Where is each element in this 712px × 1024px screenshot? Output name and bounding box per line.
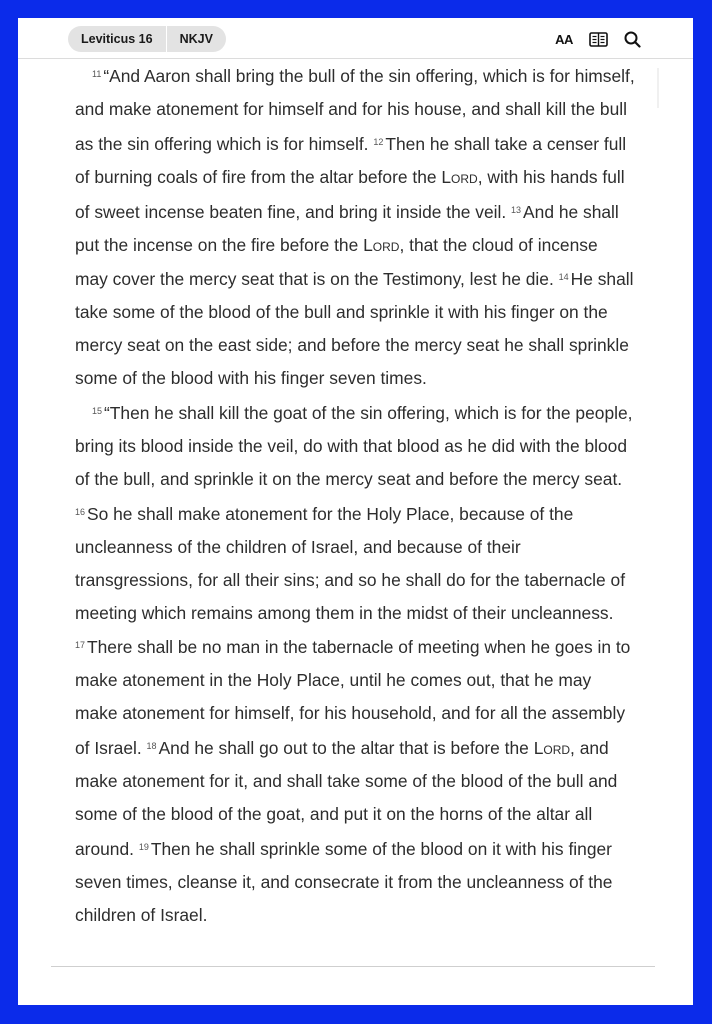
verse-text[interactable]: “And Aaron shall bring the bull of the sin offering, which is for himself, and make atonement for himself and for his house, and shall kill the bull as the sin offering which is for himself. [75,66,635,154]
verse-text[interactable]: There shall be no man in the tabernacle of meeting when he goes in to make atonement in the Holy Place, until he comes out, that he may make atonement for himself, for his household, and for all the assembly of Israel. [75,637,631,759]
verse-text[interactable]: He shall take some of the blood of the bull and sprinkle it with his finger on the mercy seat on the east side; and before the mercy seat he shall sprinkle some of the blood with his finger seven times. [75,269,634,389]
search-icon[interactable] [621,29,643,49]
bible-reader-page [18,18,693,1005]
verse-number[interactable]: 11 [92,69,102,79]
search-glyph [624,31,641,48]
text-size-label: AA [555,31,573,47]
paragraph [75,58,635,395]
scripture-text [75,58,635,932]
paragraph [75,395,635,932]
text-size-icon[interactable] [553,29,575,49]
reading-mode-glyph [589,32,608,47]
verse-number[interactable]: 17 [75,640,86,651]
passage-selector [68,26,226,52]
verse-number[interactable]: 15 [92,406,103,417]
top-toolbar [18,18,693,59]
verse-number[interactable]: 12 [373,136,384,147]
verse-number[interactable]: 16 [75,506,86,517]
verse-text[interactable]: Then he shall take a censer full of burning coals of fire from the altar before the Lord, with his hands full of sweet incense beaten fine, and bring it inside the veil. [75,133,627,222]
verse-number[interactable]: 14 [558,272,569,283]
book-chapter-button[interactable]: Leviticus 16 [81,32,153,46]
bottom-divider [51,966,655,967]
verse-number[interactable]: 13 [511,204,522,215]
verse-text[interactable]: And he shall put the incense on the fire before the Lord, that the cloud of incense may cover the mercy seat that is on the Testimony, lest he die. [75,201,619,290]
verse-text[interactable]: “Then he shall kill the goat of the sin offering, which is for the people, bring its blood inside the veil, do with that blood as he did with the blood of the bull, and sprinkle it on the mercy seat and before the mercy seat. [75,403,633,489]
reading-mode-icon[interactable] [587,29,609,49]
version-button[interactable]: NKJV [179,32,213,46]
toolbar-actions [553,29,643,49]
verse-text[interactable]: And he shall go out to the altar that is before the Lord, and make atonement for it, and shall take some of the blood of the bull and some of the blood of the goat, and put it on the horns of the altar all around. [75,738,618,859]
verse-number[interactable]: 18 [146,741,157,752]
verse-text[interactable]: So he shall make atonement for the Holy Place, because of the uncleanness of the children of Israel, and because of their transgressions, for all their sins; and so he shall do for the tabernacle of meeting which remains among them in the midst of their uncleanness. [75,503,626,623]
verse-number[interactable]: 19 [138,841,149,852]
scroll-indicator[interactable] [657,68,659,108]
verse-text[interactable]: Then he shall sprinkle some of the blood on it with his finger seven times, cleanse it, and consecrate it from the uncleanness of the children of Israel. [75,838,613,925]
